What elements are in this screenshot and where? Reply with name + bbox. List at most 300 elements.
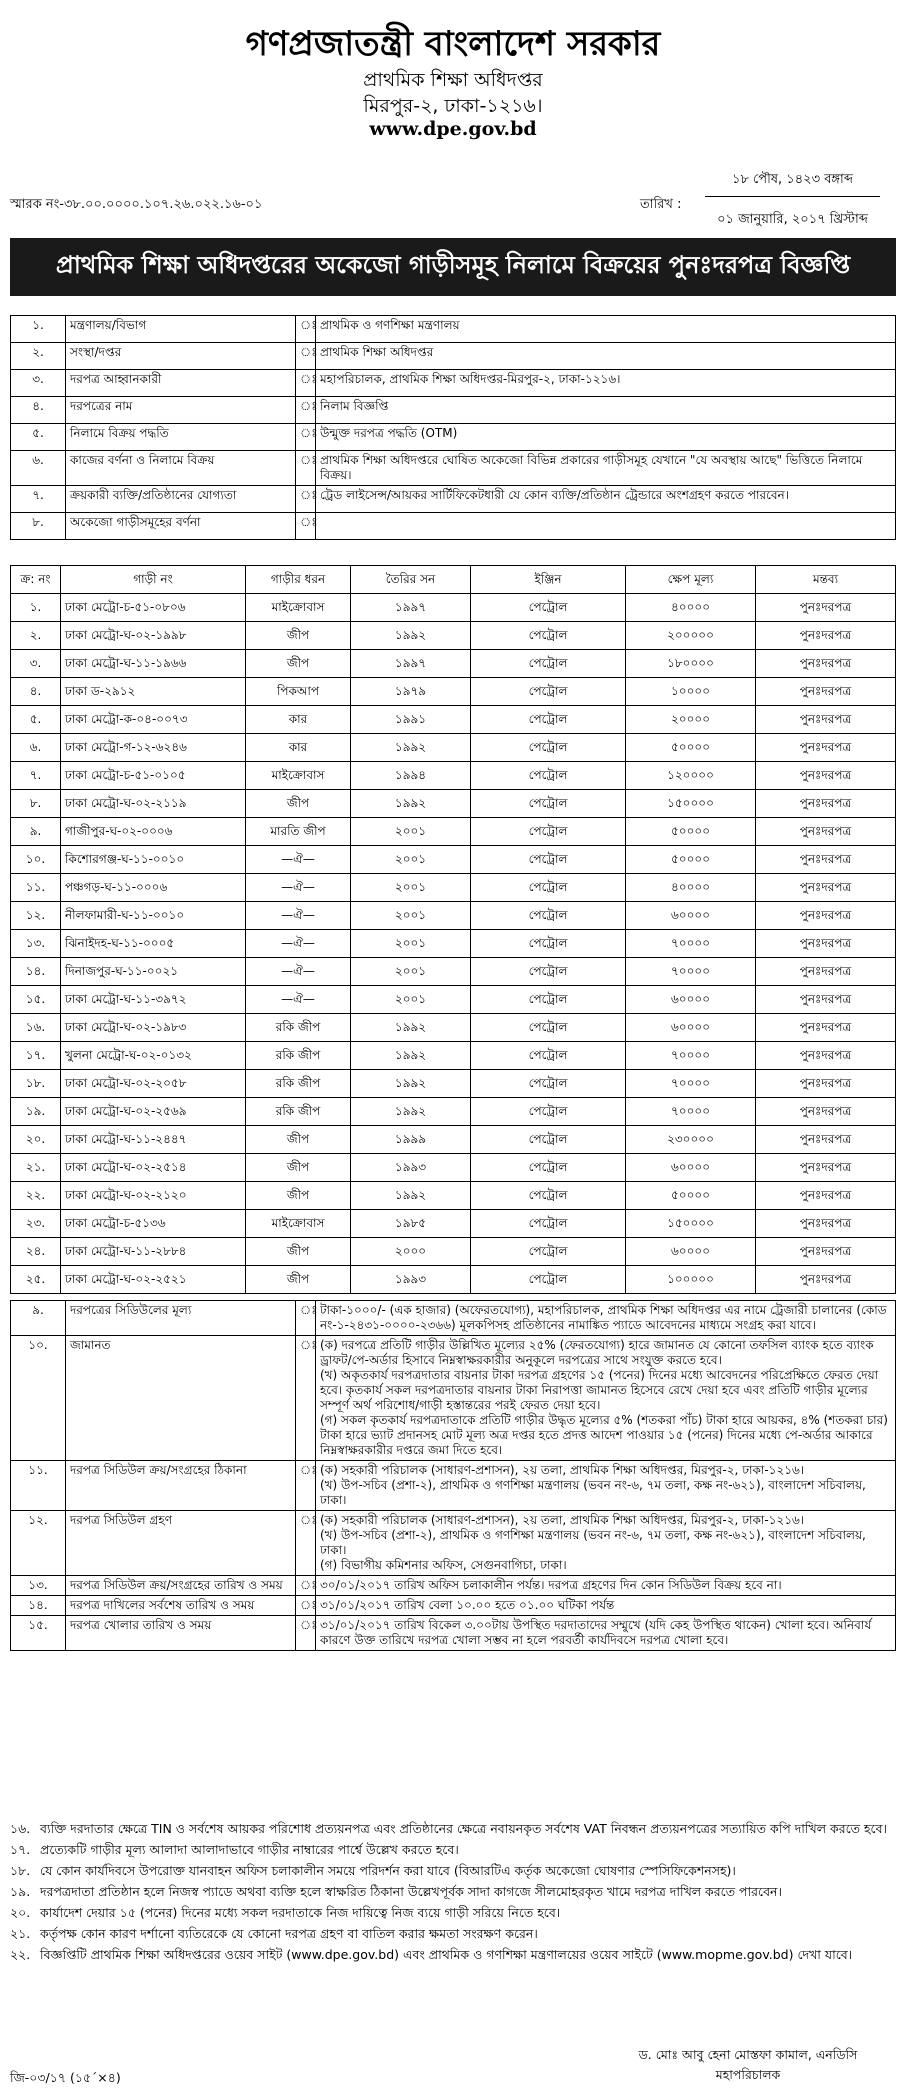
vehicle-row [11, 678, 896, 706]
reserve-price-cell: ৭০০০০ [626, 1070, 756, 1098]
make-year-cell: ১৯৭৯ [351, 678, 471, 706]
engine-cell: পেট্রোল [471, 1042, 626, 1070]
note-number: ১৭. [10, 1842, 31, 1857]
vehicle-number-cell: ঢাকা ড-২৯১২ [61, 678, 246, 706]
engine-cell: পেট্রোল [471, 1154, 626, 1182]
reserve-price-cell: ৬০০০০ [626, 902, 756, 930]
date-label: তারিখ : [640, 197, 682, 212]
remarks-cell: পুনঃদরপত্র [756, 930, 896, 958]
vehicle-number-cell: ঢাকা মেট্রো-ঘ-১১-১৯৬৬ [61, 650, 246, 678]
info-row-value: ট্রেড লাইসেন্স/আয়কর সার্টিফিকেটধারী যে কোন ব্যক্তি/প্রতিষ্ঠান ট্রেন্ডারে অংশগ্রহণ করতে পারবেন। [316, 486, 896, 513]
terms-row-line: ৩১/০১/২০১৭ তারিখ বেলা ১০.০০ হতে ০১.০০ ঘটিকা পর্যন্ত [320, 1598, 615, 1612]
terms-row [11, 1511, 896, 1576]
info-row-value: প্রাথমিক ও গণশিক্ষা মন্ত্রণালয় [316, 316, 896, 343]
remarks-cell: পুনঃদরপত্র [756, 1042, 896, 1070]
vehicle-type-cell: মাইক্রোবাস [246, 1210, 351, 1238]
terms-row-line: (ক) দরপত্রে প্রতিটি গাড়ীর উল্লিখিত মূল্যের ২৫% (ফেরতযোগ্য) হারে জামানত যে কোনো তফসিল ব্যাংক হতে ব্যাংক ড্রাফট/পে-অর্ডার হিসাবে নিম্নস্বাক্ষরকারীর অনুকূলে দরপত্রের সাথে সংযুক্ত করতে হবে। [320, 1338, 874, 1367]
info-row-label: ক্রয়কারী ব্যক্তি/প্রতিষ্ঠানের যোগ্যতা [66, 486, 296, 513]
vehicle-row [11, 1126, 896, 1154]
vehicle-type-cell: জীপ [246, 622, 351, 650]
note-number: ২০. [10, 1905, 31, 1920]
terms-row-line: ৩১/০১/২০১৭ তারিখ বিকেল ৩.০০টায় উপস্থিত দরদাতাদের সম্মুখে (যদি কেহ উপস্থিত থাকেন) খোলা হবে। অনিবার্য কারণে উক্ত তারিখে দরপত্র খোলা সম্ভব না হলে পরবর্তী কার্যদিবসে দরপত্র খোলা হবে। [320, 1618, 872, 1647]
engine-cell: পেট্রোল [471, 1182, 626, 1210]
make-year-cell: ১৯৯৪ [351, 762, 471, 790]
terms-row-colon: ঃ [296, 1576, 316, 1596]
vehicle-type-cell: জীপ [246, 790, 351, 818]
vehicle-type-cell: মারতি জীপ [246, 818, 351, 846]
signatory-name: ড. মোঃ আবু হেনা মোস্তফা কামাল, এনডিসি [638, 2047, 858, 2062]
vehicle-number-cell: ঢাকা মেট্রো-ঘ-০২-২৫৬৯ [61, 1098, 246, 1126]
vehicle-type-cell: জীপ [246, 1126, 351, 1154]
serial-cell: ২৫. [11, 1266, 61, 1294]
engine-cell: পেট্রোল [471, 1098, 626, 1126]
engine-cell: পেট্রোল [471, 706, 626, 734]
remarks-cell: পুনঃদরপত্র [756, 734, 896, 762]
serial-cell: ১৫. [11, 986, 61, 1014]
info-row-number: ৭. [11, 486, 66, 513]
note-text: দরপত্রদাতা প্রতিষ্ঠান হলে নিজস্ব প্যাডে অথবা ব্যক্তি হলে স্বাক্ষরিত ঠিকানা উল্লেখপূর্বক সাদা কাগজে সীলমোহরকৃত খামে দরপত্র দাখিল করতে পারবেন। [40, 1884, 782, 1899]
info-row-label: দরপত্রের নাম [66, 397, 296, 424]
make-year-cell: ১৯৯২ [351, 1042, 471, 1070]
serial-cell: ৩. [11, 650, 61, 678]
note-number: ১৮. [10, 1863, 31, 1878]
info-row-number: ৮. [11, 513, 66, 540]
terms-row-value [316, 1461, 896, 1511]
vehicle-number-cell: ঢাকা মেট্রো-ঘ-১১-২৮৮৪ [61, 1238, 246, 1266]
vehicle-number-cell: ঢাকা মেট্রো-ঘ-০২-২১১৯ [61, 790, 246, 818]
serial-cell: ১৯. [11, 1098, 61, 1126]
info-row [11, 513, 896, 540]
info-row-colon: ঃ [296, 451, 316, 486]
vehicle-row [11, 1070, 896, 1098]
government-title: গণপ্রজাতন্ত্রী বাংলাদেশ সরকার [245, 24, 661, 64]
vehicle-type-cell: —ঐ— [246, 846, 351, 874]
note-text: বিজ্ঞপ্তিটি প্রাথমিক শিক্ষা অধিদপ্তরের ওয়েব সাইট (www.dpe.gov.bd) এবং প্রাথমিক ও গণশিক্ষা মন্ত্রণালয়ের ওয়েব সাইটে (www.mopme.gov.bd) দেখা যাবে। [40, 1947, 853, 1962]
make-year-cell: ১৯৯২ [351, 622, 471, 650]
serial-cell: ৬. [11, 734, 61, 762]
footer-code: জি-০৩/১৭ (১৫´×৪) [10, 2070, 121, 2085]
serial-cell: ১৭. [11, 1042, 61, 1070]
engine-cell: পেট্রোল [471, 594, 626, 622]
make-year-cell: ২০০১ [351, 958, 471, 986]
remarks-cell: পুনঃদরপত্র [756, 790, 896, 818]
remarks-cell: পুনঃদরপত্র [756, 594, 896, 622]
vehicle-row [11, 594, 896, 622]
vehicle-type-cell: রকি জীপ [246, 1042, 351, 1070]
info-row-value: নিলাম বিজ্ঞপ্তি [316, 397, 896, 424]
remarks-cell: পুনঃদরপত্র [756, 958, 896, 986]
terms-table [10, 1300, 896, 1651]
info-row-colon: ঃ [296, 370, 316, 397]
terms-row-colon: ঃ [296, 1336, 316, 1461]
note-item [10, 1946, 890, 1964]
engine-cell: পেট্রোল [471, 986, 626, 1014]
info-row-label: সংস্থা/দপ্তর [66, 343, 296, 370]
serial-cell: ২৪. [11, 1238, 61, 1266]
vehicle-row [11, 930, 896, 958]
reserve-price-cell: ৬০০০০ [626, 1154, 756, 1182]
engine-cell: পেট্রোল [471, 762, 626, 790]
terms-row-label: জামানত [66, 1336, 296, 1461]
engine-cell: পেট্রোল [471, 790, 626, 818]
reserve-price-cell: ৭০০০০ [626, 1042, 756, 1070]
vehicle-number-cell: নীলফামারী-ঘ-১১-০০১০ [61, 902, 246, 930]
vehicle-row [11, 874, 896, 902]
make-year-cell: ১৯৯৩ [351, 1154, 471, 1182]
vehicle-row [11, 622, 896, 650]
terms-row-value [316, 1576, 896, 1596]
remarks-cell: পুনঃদরপত্র [756, 1238, 896, 1266]
terms-row-value [316, 1336, 896, 1461]
terms-row-label: দরপত্রের সিডিউলের মূল্য [66, 1301, 296, 1336]
engine-cell: পেট্রোল [471, 818, 626, 846]
signatory-title: মহাপরিচালক [715, 2067, 781, 2082]
vehicle-type-cell: মাইক্রোবাস [246, 762, 351, 790]
info-row-value: প্রাথমিক শিক্ষা অধিদপ্তরে ঘোষিত অকেজো বিভিন্ন প্রকারের গাড়ীসমূহ যেখানে "যে অবস্থায় আছে" ভিত্তিতে নিলামে বিক্রয়। [316, 451, 896, 486]
info-row-number: ১. [11, 316, 66, 343]
terms-row-number: ১৪. [11, 1596, 66, 1616]
remarks-cell: পুনঃদরপত্র [756, 1182, 896, 1210]
make-year-cell: ১৯৯২ [351, 1014, 471, 1042]
make-year-cell: ১৯৯২ [351, 790, 471, 818]
remarks-cell: পুনঃদরপত্র [756, 678, 896, 706]
department-address: মিরপুর-২, ঢাকা-১২১৬। [363, 95, 543, 117]
info-row-value: মহাপরিচালক, প্রাথমিক শিক্ষা অধিদপ্তর-মিরপুর-২, ঢাকা-১২১৬। [316, 370, 896, 397]
terms-row-number: ১০. [11, 1336, 66, 1461]
signature-block [600, 2045, 896, 2085]
make-year-cell: ২০০১ [351, 818, 471, 846]
engine-cell: পেট্রোল [471, 678, 626, 706]
vehicle-number-cell: ঢাকা মেট্রো-ক-০৪-০০৭৩ [61, 706, 246, 734]
engine-cell: পেট্রোল [471, 622, 626, 650]
vehicle-type-cell: —ঐ— [246, 874, 351, 902]
date-bengali: ১৮ পৌষ, ১৪২৩ বঙ্গাব্দ [705, 170, 880, 197]
vehicle-type-cell: জীপ [246, 1154, 351, 1182]
reserve-price-cell: ১০০০০ [626, 678, 756, 706]
make-year-cell: ১৯৯৩ [351, 1266, 471, 1294]
reserve-price-cell: ১৫০০০০ [626, 1210, 756, 1238]
engine-cell: পেট্রোল [471, 902, 626, 930]
vehicle-column-header: ইঞ্জিন [471, 566, 626, 594]
reserve-price-cell: ২০০০০ [626, 706, 756, 734]
vehicle-row [11, 1266, 896, 1294]
info-table [10, 315, 896, 540]
engine-cell: পেট্রোল [471, 930, 626, 958]
reserve-price-cell: ৭০০০০ [626, 958, 756, 986]
note-number: ১৯. [10, 1884, 31, 1899]
vehicle-row [11, 650, 896, 678]
reserve-price-cell: ৫০০০০ [626, 1182, 756, 1210]
info-row [11, 316, 896, 343]
vehicle-type-cell: —ঐ— [246, 930, 351, 958]
make-year-cell: ২০০১ [351, 902, 471, 930]
vehicle-number-cell: ঢাকা মেট্রো-ঘ-১১-২৪৪৭ [61, 1126, 246, 1154]
terms-row-line: (খ) অকৃতকার্য দরপত্রদাতার বায়নার টাকা দরপত্র গ্রহণের ১৫ (পনের) দিনের মধ্যে আবেদনের পরিপ্রেক্ষিতে ফেরত দেয়া হবে। কৃতকার্য সকল দরপত্রদাতার বায়নার টাকা নিরাপত্তা জামানত হিসেবে রেখে দেয়া হবে এবং প্রতিটি গাড়ীর মূল্যের সম্পূর্ণ অর্থ পরিশোধ/গাড়ী হস্তান্তরের পরই ফেরত দেয়া হবে। [320, 1368, 879, 1412]
reserve-price-cell: ১০০০০০ [626, 1266, 756, 1294]
reserve-price-cell: ৬০০০০ [626, 1238, 756, 1266]
vehicle-number-cell: পঞ্চগড়-ঘ-১১-০০০৬ [61, 874, 246, 902]
vehicle-type-cell: জীপ [246, 1238, 351, 1266]
make-year-cell: ১৯৯২ [351, 1098, 471, 1126]
info-row-value: প্রাথমিক শিক্ষা অধিদপ্তর [316, 343, 896, 370]
note-text: কার্যাদেশ দেয়ার ১৫ (পনের) দিনের মধ্যে সকল দরদাতাকে নিজ দায়িত্বে নিজ ব্যয়ে গাড়ী সরিয়ে নিতে হবে। [40, 1905, 561, 1920]
info-row-number: ৬. [11, 451, 66, 486]
vehicle-row [11, 1098, 896, 1126]
info-row-label: নিলামে বিক্রয় পদ্ধতি [66, 424, 296, 451]
info-row [11, 424, 896, 451]
remarks-cell: পুনঃদরপত্র [756, 1266, 896, 1294]
remarks-cell: পুনঃদরপত্র [756, 902, 896, 930]
info-row-label: মন্ত্রণালয়/বিভাগ [66, 316, 296, 343]
info-row-number: ৫. [11, 424, 66, 451]
remarks-cell: পুনঃদরপত্র [756, 986, 896, 1014]
vehicle-number-cell: ঢাকা মেট্রো-ঘ-০২-২১২০ [61, 1182, 246, 1210]
vehicle-type-cell: জীপ [246, 1182, 351, 1210]
website-link[interactable]: www.dpe.gov.bd [369, 118, 537, 140]
vehicle-row [11, 986, 896, 1014]
engine-cell: পেট্রোল [471, 1266, 626, 1294]
note-item [10, 1925, 890, 1943]
terms-row-colon: ঃ [296, 1511, 316, 1576]
vehicle-number-cell: ঝিনাইদহ-ঘ-১১-০০০৫ [61, 930, 246, 958]
note-number: ২১. [10, 1926, 31, 1941]
reserve-price-cell: ২০০০০০ [626, 622, 756, 650]
vehicle-row [11, 818, 896, 846]
remarks-cell: পুনঃদরপত্র [756, 650, 896, 678]
reserve-price-cell: ২৩০০০০ [626, 1126, 756, 1154]
terms-row-colon: ঃ [296, 1301, 316, 1336]
vehicle-column-header: গাড়ী নং [61, 566, 246, 594]
vehicle-type-cell: কার [246, 734, 351, 762]
terms-row-line: (গ) সকল কৃতকার্য দরপত্রদাতাকে প্রতিটি গাড়ীর উদ্ধৃত মূল্যের ৫% (শতকরা পাঁচ) টাকা হারে আয়কর, ৪% (শতকরা চার) টাকা হারে ভ্যাট প্রদানসহ মোট মূল্য অত্র দপ্তর হতে প্রদত্ত আদেশ পাওয়ার ১৫ (পনের) দিনের মধ্যে পে-অর্ডার আকারে নিম্নস্বাক্ষরকারীর দপ্তরে জমা দিতে হবে। [320, 1413, 888, 1457]
vehicle-type-cell: জীপ [246, 1266, 351, 1294]
serial-cell: ১২. [11, 902, 61, 930]
vehicle-number-cell: ঢাকা মেট্রো-ঘ-০২-২০৫৮ [61, 1070, 246, 1098]
vehicle-type-cell: —ঐ— [246, 958, 351, 986]
vehicle-row [11, 846, 896, 874]
terms-row-number: ১২. [11, 1511, 66, 1576]
vehicle-number-cell: ঢাকা মেট্রো-ঘ-১১-৩৯৭২ [61, 986, 246, 1014]
vehicle-number-cell: খুলনা মেট্রো-ঘ-০২-০১৩২ [61, 1042, 246, 1070]
note-item [10, 1862, 890, 1880]
terms-row-line: (খ) উপ-সচিব (প্রশা-২), প্রাথমিক ও গণশিক্ষা মন্ত্রণালয় (ভবন নং-৬, ৭ম তলা, কক্ষ নং-৬২১), বাংলাদেশ সচিবালয়, ঢাকা। [320, 1478, 866, 1507]
serial-cell: ৯. [11, 818, 61, 846]
serial-cell: ১০. [11, 846, 61, 874]
vehicle-number-cell: গাজীপুর-ঘ-০২-০০০৬ [61, 818, 246, 846]
note-item [10, 1841, 890, 1859]
make-year-cell: ১৯৯১ [351, 706, 471, 734]
serial-cell: ৭. [11, 762, 61, 790]
vehicle-column-header: গাড়ীর ধরন [246, 566, 351, 594]
reserve-price-cell: ৬০০০০ [626, 986, 756, 1014]
vehicle-row [11, 1210, 896, 1238]
info-row-number: ২. [11, 343, 66, 370]
note-item [10, 1820, 890, 1838]
serial-cell: ৫. [11, 706, 61, 734]
vehicle-type-cell: রকি জীপ [246, 1070, 351, 1098]
vehicle-number-cell: ঢাকা মেট্রো-ঘ-০২-১৯৯৮ [61, 622, 246, 650]
make-year-cell: ১৯৯৯ [351, 1126, 471, 1154]
vehicle-column-header: মন্তব্য [756, 566, 896, 594]
terms-row-value [316, 1301, 896, 1336]
engine-cell: পেট্রোল [471, 874, 626, 902]
terms-row-line: (খ) উপ-সচিব (প্রশা-২), প্রাথমিক ও গণশিক্ষা মন্ত্রণালয় (ভবন নং-৬, ৭ম তলা, কক্ষ নং-৬২১), বাংলাদেশ সচিবালয়, ঢাকা। [320, 1528, 866, 1557]
vehicle-row [11, 734, 896, 762]
make-year-cell: ১৯৯২ [351, 1182, 471, 1210]
info-row [11, 397, 896, 424]
make-year-cell: ১৯৯৭ [351, 594, 471, 622]
vehicle-row [11, 1238, 896, 1266]
vehicle-number-cell: ঢাকা মেট্রো-চ-৫১-০১০৫ [61, 762, 246, 790]
terms-row-value [316, 1596, 896, 1616]
terms-row-value [316, 1511, 896, 1576]
info-row-label: অকেজো গাড়ীসমূহের বর্ণনা [66, 513, 296, 540]
reserve-price-cell: ৭০০০০ [626, 930, 756, 958]
info-row-colon: ঃ [296, 513, 316, 540]
vehicle-row [11, 902, 896, 930]
info-row-number: ৪. [11, 397, 66, 424]
vehicle-row [11, 790, 896, 818]
vehicle-type-cell: পিকআপ [246, 678, 351, 706]
terms-row [11, 1301, 896, 1336]
serial-cell: ২৩. [11, 1210, 61, 1238]
info-row [11, 343, 896, 370]
remarks-cell: পুনঃদরপত্র [756, 1014, 896, 1042]
serial-cell: ১৪. [11, 958, 61, 986]
reserve-price-cell: ৬০০০০ [626, 1014, 756, 1042]
reserve-price-cell: ৭০০০০ [626, 1098, 756, 1126]
info-row-value [316, 513, 896, 540]
terms-row-label: দরপত্র সিডিউল গ্রহণ [66, 1511, 296, 1576]
info-row [11, 486, 896, 513]
engine-cell: পেট্রোল [471, 846, 626, 874]
reserve-price-cell: ১৫০০০০ [626, 790, 756, 818]
engine-cell: পেট্রোল [471, 734, 626, 762]
note-text: প্রত্যেকটি গাড়ীর মূল্য আলাদা আলাদাভাবে গাড়ীর নাম্বারের পার্শ্বে উল্লেখ করতে হবে। [40, 1842, 459, 1857]
vehicle-row [11, 762, 896, 790]
serial-cell: ১৮. [11, 1070, 61, 1098]
serial-cell: ১৬. [11, 1014, 61, 1042]
note-text: ব্যক্তি দরদাতার ক্ষেত্রে TIN ও সর্বশেষ আয়কর পরিশোধ প্রত্যয়নপত্র এবং প্রতিষ্ঠানের ক্ষেত্রে নবায়নকৃত সর্বশেষ VAT নিবন্ধন প্রত্যয়নপত্রের সত্যায়িত কপি দাখিল করতে হবে। [40, 1821, 888, 1836]
info-row-label: দরপত্র আহ্বানকারী [66, 370, 296, 397]
vehicle-table-header [11, 566, 896, 594]
info-row [11, 370, 896, 397]
info-row-number: ৩. [11, 370, 66, 397]
date-gregorian: ০১ জানুয়ারি, ২০১৭ খ্রিস্টাব্দ [717, 212, 868, 227]
vehicle-row [11, 706, 896, 734]
make-year-cell: ২০০১ [351, 846, 471, 874]
vehicle-number-cell: ঢাকা মেট্রো-চ-৫১-০৮০৬ [61, 594, 246, 622]
terms-row-label: দরপত্র সিডিউল ক্রয়/সংগ্রহের তারিখ ও সময় [66, 1576, 296, 1596]
reserve-price-cell: ৪০০০০ [626, 874, 756, 902]
make-year-cell: ২০০০ [351, 1238, 471, 1266]
make-year-cell: ১৯৯২ [351, 1070, 471, 1098]
vehicle-type-cell: মাইক্রোবাস [246, 594, 351, 622]
vehicle-number-cell: ঢাকা মেট্রো-ঘ-০২-২৫২১ [61, 1266, 246, 1294]
vehicle-number-cell: ঢাকা মেট্রো-ঘ-০২-১৯৮৩ [61, 1014, 246, 1042]
terms-row-line: (ক) সহকারী পরিচালক (সাধারণ-প্রশাসন), ২য় তলা, প্রাথমিক শিক্ষা অধিদপ্তর, মিরপুর-২, ঢাকা-১২১৬। [320, 1463, 805, 1477]
reserve-price-cell: ৪০০০০ [626, 594, 756, 622]
terms-row-line: (ক) সহকারী পরিচালক (সাধারণ-প্রশাসন), ২য় তলা, প্রাথমিক শিক্ষা অধিদপ্তর, মিরপুর-২, ঢাকা-১২১৬। [320, 1513, 805, 1527]
info-row [11, 451, 896, 486]
serial-cell: ২০. [11, 1126, 61, 1154]
reserve-price-cell: ৫০০০০ [626, 734, 756, 762]
reserve-price-cell: ১২০০০০ [626, 762, 756, 790]
vehicle-column-header: ক্র: নং [11, 566, 61, 594]
make-year-cell: ১৯৯৭ [351, 650, 471, 678]
info-row-label: কাজের বর্ণনা ও নিলামে বিক্রয় [66, 451, 296, 486]
remarks-cell: পুনঃদরপত্র [756, 762, 896, 790]
vehicle-number-cell: দিনাজপুর-ঘ-১১-০০২১ [61, 958, 246, 986]
remarks-cell: পুনঃদরপত্র [756, 846, 896, 874]
terms-row-label: দরপত্র খোলার তারিখ ও সময় [66, 1616, 296, 1651]
terms-row [11, 1596, 896, 1616]
vehicle-row [11, 1042, 896, 1070]
info-row-colon: ঃ [296, 316, 316, 343]
vehicle-table [10, 565, 896, 1294]
terms-row [11, 1336, 896, 1461]
vehicle-row [11, 958, 896, 986]
remarks-cell: পুনঃদরপত্র [756, 706, 896, 734]
make-year-cell: ২০০১ [351, 930, 471, 958]
serial-cell: ২. [11, 622, 61, 650]
terms-row-number: ১৩. [11, 1576, 66, 1596]
info-row-colon: ঃ [296, 343, 316, 370]
vehicle-type-cell: রকি জীপ [246, 1014, 351, 1042]
terms-row-number: ১১. [11, 1461, 66, 1511]
vehicle-column-header: ক্ষেপ মূল্য [626, 566, 756, 594]
memo-number: স্মারক নং-৩৮.০০.০০০০.১০৭.২৬.০২২.১৬-০১ [10, 197, 263, 212]
notes-list [10, 1820, 890, 1967]
reserve-price-cell: ৫০০০০ [626, 818, 756, 846]
serial-cell: ১১. [11, 874, 61, 902]
remarks-cell: পুনঃদরপত্র [756, 818, 896, 846]
terms-row [11, 1576, 896, 1596]
serial-cell: ৮. [11, 790, 61, 818]
info-row-colon: ঃ [296, 397, 316, 424]
terms-row-number: ৯. [11, 1301, 66, 1336]
note-text: যে কোন কার্যদিবসে উপরোক্ত যানবাহন অফিস চলাকালীন সময়ে পরিদর্শন করা যাবে (বিআরটিএ কর্তৃক অকেজো ঘোষণার স্পেসিফিকেশনসহ)। [40, 1863, 736, 1878]
terms-row [11, 1616, 896, 1651]
remarks-cell: পুনঃদরপত্র [756, 874, 896, 902]
remarks-cell: পুনঃদরপত্র [756, 1210, 896, 1238]
terms-row-colon: ঃ [296, 1596, 316, 1616]
terms-row-value [316, 1616, 896, 1651]
serial-cell: ১৩. [11, 930, 61, 958]
remarks-cell: পুনঃদরপত্র [756, 1154, 896, 1182]
terms-row-label: দরপত্র দাখিলের সর্বশেষ তারিখ ও সময় [66, 1596, 296, 1616]
remarks-cell: পুনঃদরপত্র [756, 1098, 896, 1126]
department-name: প্রাথমিক শিক্ষা অধিদপ্তর [363, 69, 543, 91]
note-item [10, 1904, 890, 1922]
engine-cell: পেট্রোল [471, 958, 626, 986]
engine-cell: পেট্রোল [471, 1014, 626, 1042]
make-year-cell: ১৯৮৫ [351, 1210, 471, 1238]
reserve-price-cell: ১৮০০০০ [626, 650, 756, 678]
note-text: কর্তৃপক্ষ কোন কারণ দর্শানো ব্যতিরেকে যে কোনো দরপত্র গ্রহণ বা বাতিল করার ক্ষমতা সংরক্ষণ করেন। [40, 1926, 538, 1941]
remarks-cell: পুনঃদরপত্র [756, 1126, 896, 1154]
vehicle-number-cell: ঢাকা মেট্রো-চ-৫১৩৬ [61, 1210, 246, 1238]
vehicle-number-cell: কিশোরগঞ্জ-ঘ-১১-০০১০ [61, 846, 246, 874]
terms-row-line: (গ) বিভাগীয় কমিশনার অফিস, সেগুনবাগিচা, ঢাকা। [320, 1558, 567, 1572]
vehicle-row [11, 1014, 896, 1042]
note-item [10, 1883, 890, 1901]
reserve-price-cell: ৫০০০০ [626, 846, 756, 874]
serial-cell: ১. [11, 594, 61, 622]
terms-row-colon: ঃ [296, 1461, 316, 1511]
engine-cell: পেট্রোল [471, 1126, 626, 1154]
make-year-cell: ২০০১ [351, 874, 471, 902]
